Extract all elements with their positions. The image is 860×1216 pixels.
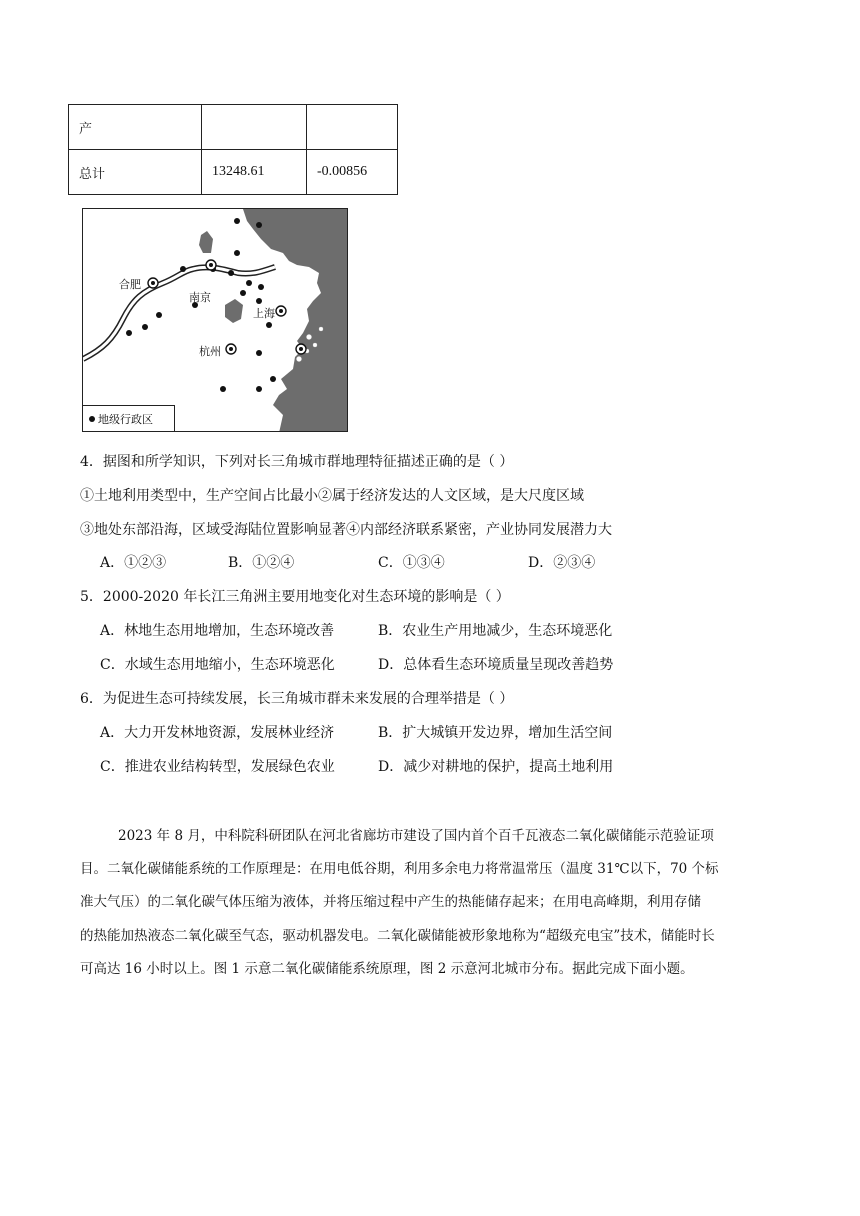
question-5-option-c[interactable]: C．水域生态用地缩小，生态环境恶化 <box>100 657 335 673</box>
question-6-option-c[interactable]: C．推进农业结构转型，发展绿色农业 <box>100 759 335 775</box>
question-4-option-a[interactable]: A．①②③ <box>100 555 167 571</box>
question-6-option-a[interactable]: A．大力开发林地资源，发展林业经济 <box>100 725 335 741</box>
table-cell <box>307 105 398 150</box>
passage-line-3: 准大气压）的二氧化碳气体压缩为液体，并将压缩过程中产生的热能储存起来；在用电高峰期，利用存储 <box>80 894 701 910</box>
question-4-option-d[interactable]: D．②③④ <box>528 555 596 571</box>
table-cell: 13248.61 <box>202 150 307 195</box>
passage-line-5: 可高达 16 小时以上。图 1 示意二氧化碳储能系统原理，图 2 示意河北城市分布。据此完成下面小题。 <box>80 961 694 977</box>
legend-dot-icon <box>89 416 95 422</box>
statistics-table <box>68 104 398 195</box>
city-label-hefei: 合肥 <box>119 278 141 291</box>
table-row <box>69 105 398 150</box>
passage-line-4: 的热能加热液态二氧化碳至气态，驱动机器发电。二氧化碳储能被形象地称为“超级充电宝”技术，储能时长 <box>80 928 715 944</box>
question-4-statement-2: ③地处东部沿海，区域受海陆位置影响显著④内部经济联系紧密，产业协同发展潜力大 <box>80 522 612 538</box>
question-5-option-b[interactable]: B．农业生产用地减少，生态环境恶化 <box>378 623 613 639</box>
question-6-option-b[interactable]: B．扩大城镇开发边界，增加生活空间 <box>378 725 613 741</box>
yangtze-river-outer <box>83 267 275 359</box>
table-cell: -0.00856 <box>307 150 398 195</box>
table-cell <box>202 105 307 150</box>
city-label-shanghai: 上海 <box>253 307 275 320</box>
question-6-option-d[interactable]: D．减少对耕地的保护，提高土地利用 <box>378 759 614 775</box>
city-label-hangzhou: 杭州 <box>199 345 221 358</box>
question-4-option-c[interactable]: C．①③④ <box>378 555 445 571</box>
passage-line-1: 2023 年 8 月，中科院科研团队在河北省廊坊市建设了国内首个百千瓦液态二氧化碳储能示范验证项 <box>118 828 714 844</box>
yangtze-river-inner <box>83 267 275 359</box>
city-label-nanjing: 南京 <box>189 291 211 304</box>
question-5-option-d[interactable]: D．总体看生态环境质量呈现改善趋势 <box>378 657 614 673</box>
map-graphic <box>83 209 348 432</box>
question-4-option-b[interactable]: B．①②④ <box>228 555 295 571</box>
question-6-stem: 6．为促进生态可持续发展，长三角城市群未来发展的合理举措是（ ） <box>80 691 514 707</box>
lake-shape <box>199 231 213 253</box>
table-cell: 总计 <box>69 150 202 195</box>
question-5-option-a[interactable]: A．林地生态用地增加，生态环境改善 <box>100 623 335 639</box>
table-row <box>69 150 398 195</box>
question-4-statement-1: ①土地利用类型中，生产空间占比最小②属于经济发达的人文区域，是大尺度区域 <box>80 488 584 504</box>
question-5-stem: 5．2000-2020 年长江三角洲主要用地变化对生态环境的影响是（ ） <box>80 589 510 605</box>
legend-label: 地级行政区 <box>98 412 153 426</box>
question-4-stem: 4．据图和所学知识，下列对长三角城市群地理特征描述正确的是（ ） <box>80 454 514 470</box>
map-legend <box>83 405 175 431</box>
yangtze-delta-map <box>82 208 348 432</box>
taihu-lake <box>225 299 243 323</box>
table-cell: 产 <box>69 105 202 150</box>
passage-line-2: 目。二氧化碳储能系统的工作原理是：在用电低谷期，利用多余电力将常温常压（温度 31℃以下，70 个标 <box>80 861 719 877</box>
